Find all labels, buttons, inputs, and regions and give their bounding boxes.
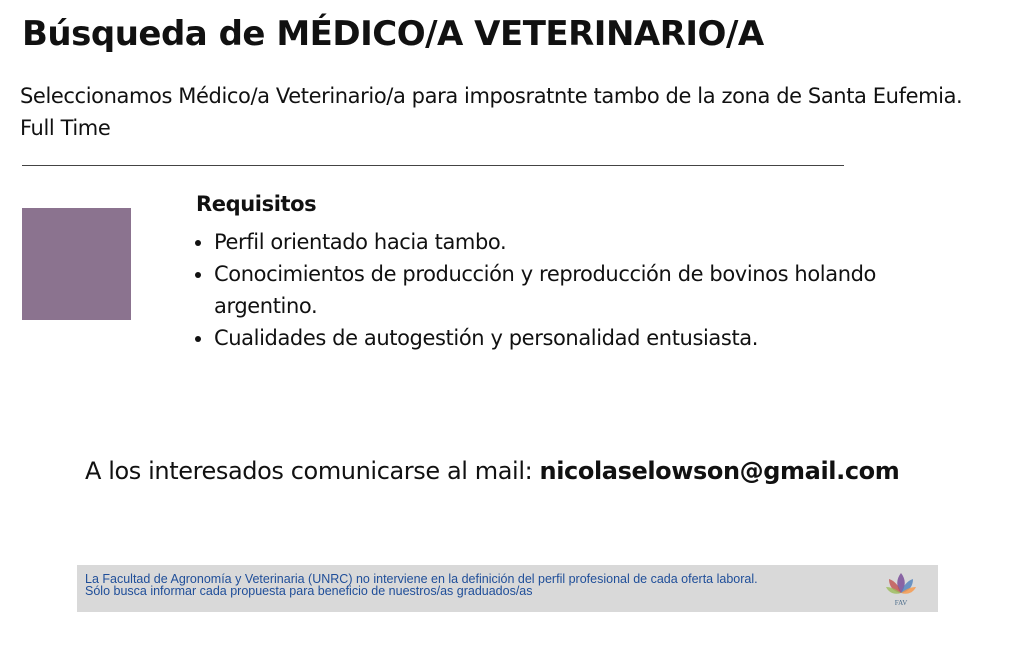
requirements-heading: Requisitos xyxy=(196,192,317,216)
requirement-item: • Conocimientos de producción y reproducción de bovinos holando argentino. xyxy=(214,258,954,322)
requirement-item: • Perfil orientado hacia tambo. xyxy=(214,226,954,258)
logo-text: FAV xyxy=(894,599,908,607)
disclaimer-line-1: La Facultad de Agronomía y Veterinaria (UNRC) no interviene en la definición del perfil profesional de cada oferta laboral. xyxy=(85,572,758,586)
requirement-item: • Cualidades de autogestión y personalidad entusiasta. xyxy=(214,322,954,354)
disclaimer-line-2: Sólo busca informar cada propuesta para beneficio de nuestros/as graduados/as xyxy=(85,584,533,598)
job-description: Seleccionamos Médico/a Veterinario/a para imposratnte tambo de la zona de Santa Eufemia. Full Time xyxy=(20,84,963,140)
requirements-list xyxy=(190,226,954,354)
disclaimer-text xyxy=(85,573,885,597)
disclaimer-banner xyxy=(77,565,938,612)
color-swatch xyxy=(22,208,131,320)
divider xyxy=(22,165,844,166)
contact-label: A los interesados comunicarse al mail: xyxy=(85,457,540,485)
contact-line xyxy=(85,457,899,485)
contact-email: nicolaselowson@gmail.com xyxy=(539,457,900,485)
page-title: Búsqueda de MÉDICO/A VETERINARIO/A xyxy=(22,14,764,54)
fav-logo-icon xyxy=(883,569,919,609)
